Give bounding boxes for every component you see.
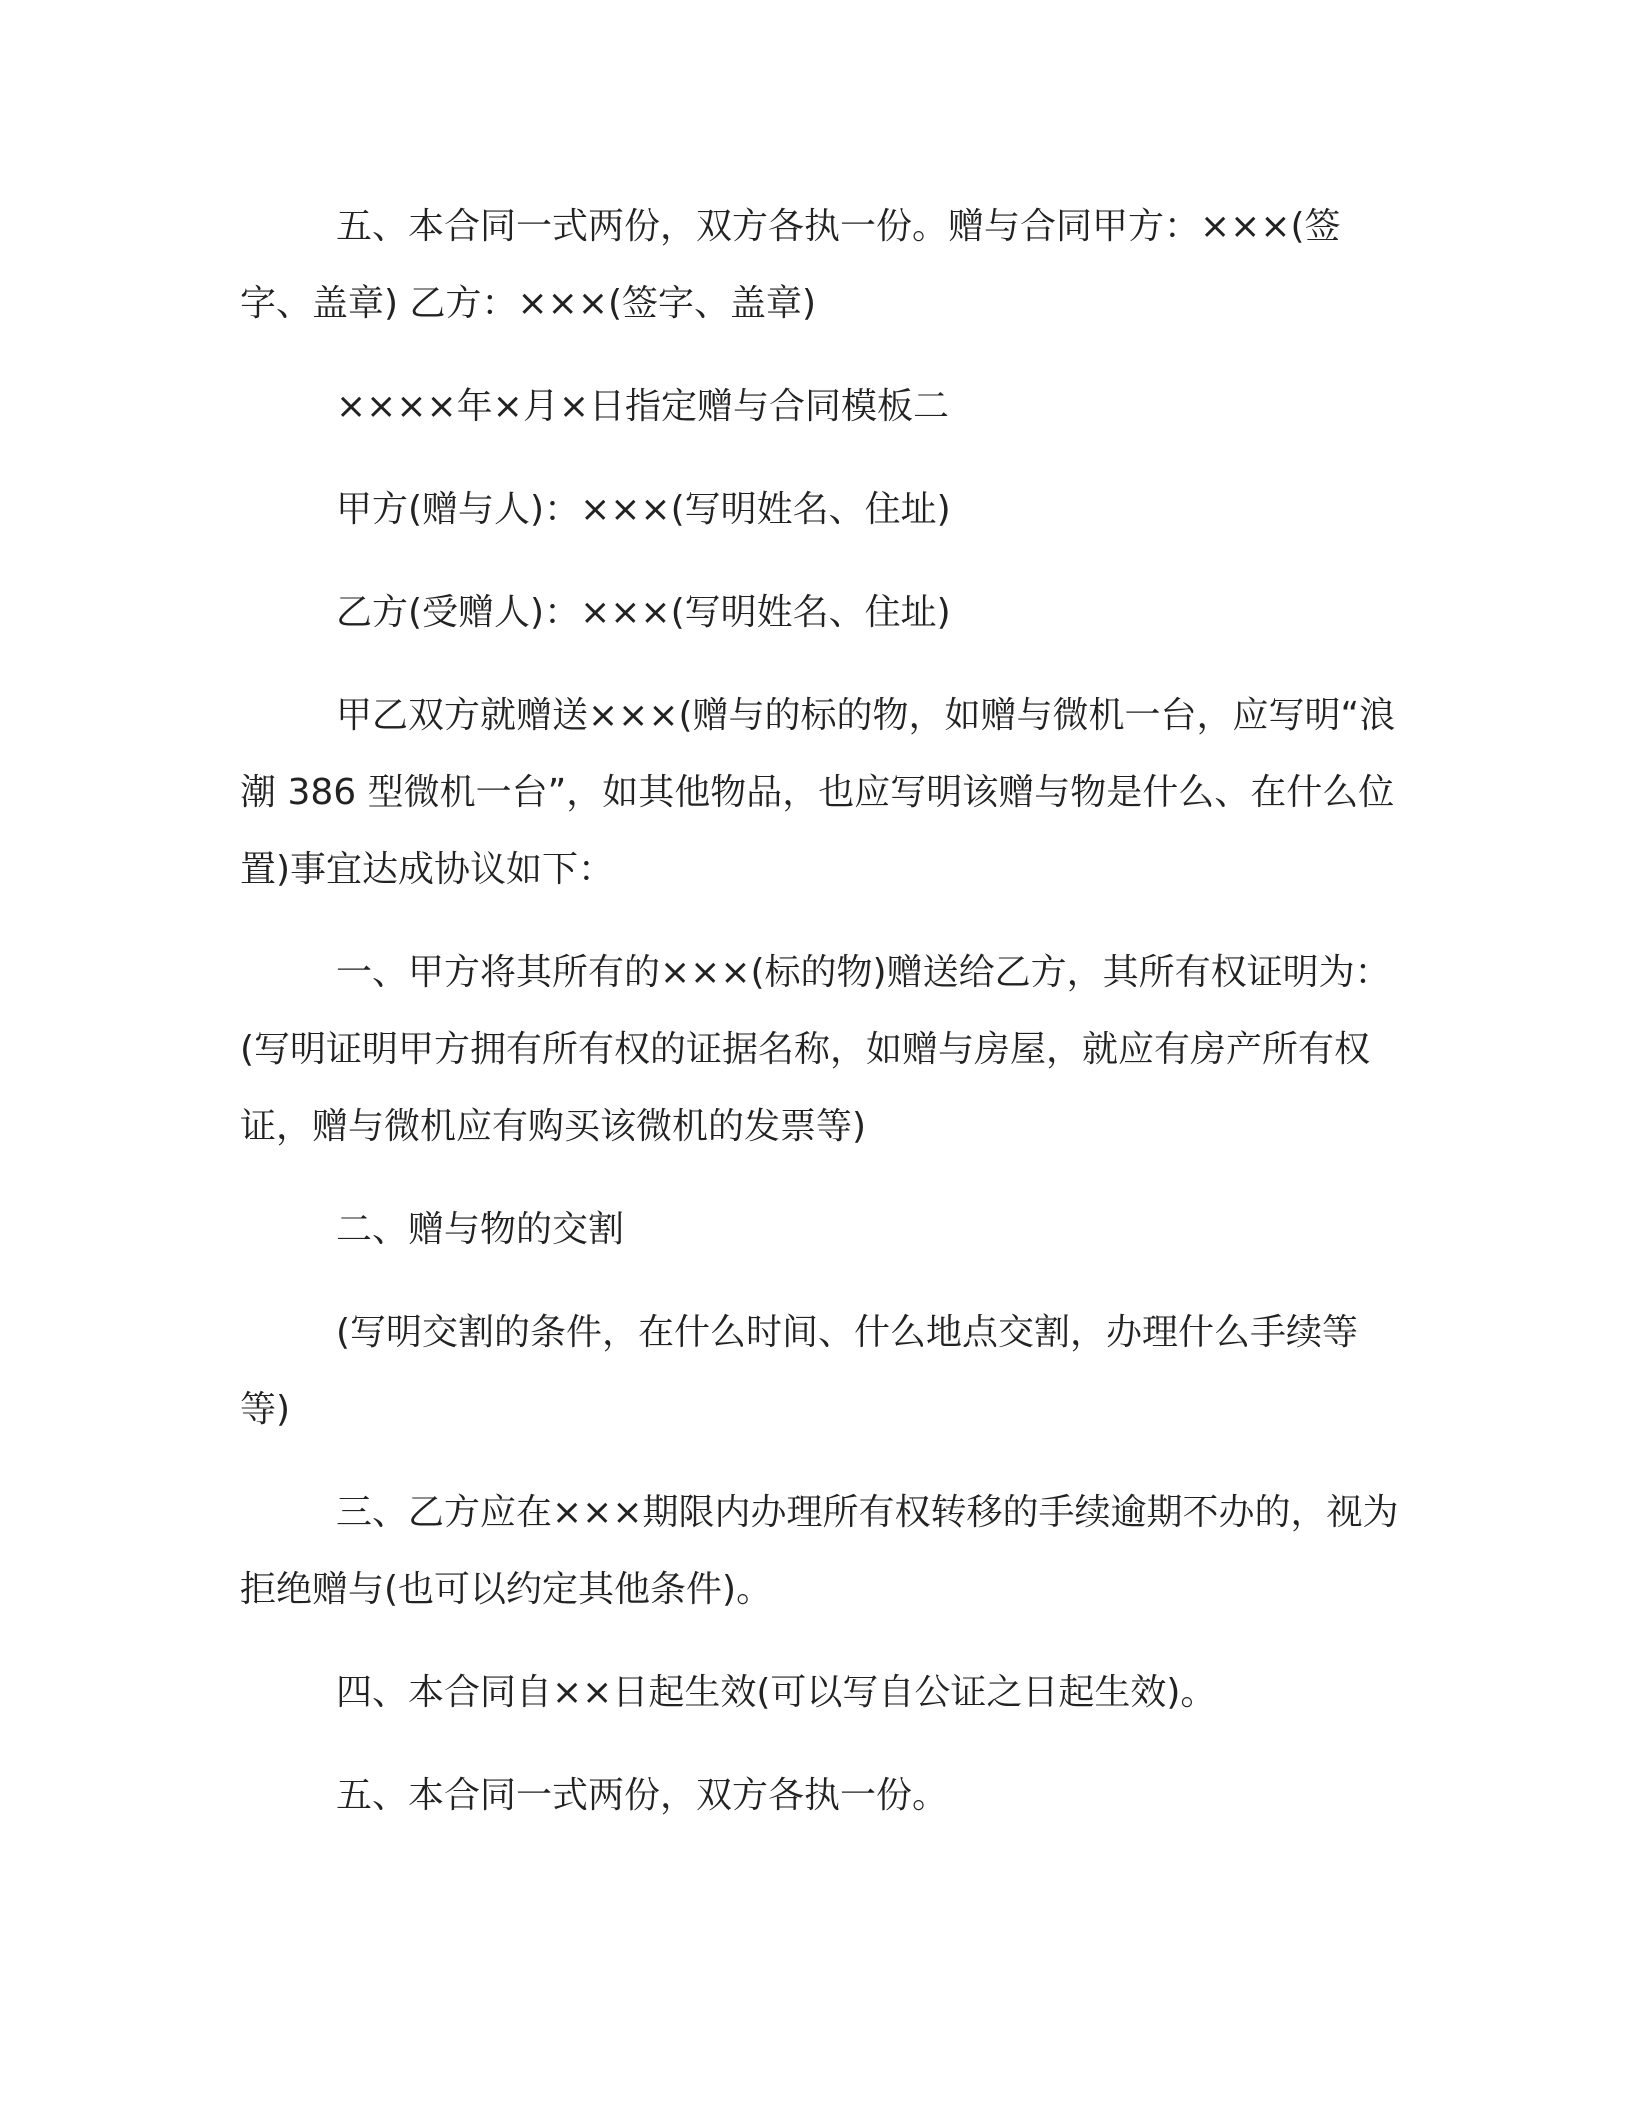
paragraph-clause-1: 一、甲方将其所有的×××(标的物)赠送给乙方，其所有权证明为：(写明证明甲方拥有所有权的证据名称，如赠与房屋，就应有房产所有权证，赠与微机应有购买该微机的发票等) (240, 952, 1391, 1147)
paragraph-party-a: 甲方(赠与人)：×××(写明姓名、住址) (336, 489, 951, 530)
paragraph-clause-3: 三、乙方应在×××期限内办理所有权转移的手续逾期不办的，视为拒绝赠与(也可以约定其他条件)。 (240, 1492, 1399, 1610)
paragraph-signature: 五、本合同一式两份，双方各执一份。赠与合同甲方：×××(签字、盖章) 乙方：×××(签字、盖章) (240, 206, 1341, 324)
paragraph-agreement-intro: 甲乙双方就赠送×××(赠与的标的物，如赠与微机一台，应写明“浪潮 386 型微机一台”，如其他物品，也应写明该赠与物是什么、在什么位置)事宜达成协议如下： (240, 695, 1396, 890)
paragraph-clause-4: 四、本合同自××日起生效(可以写自公证之日起生效)。 (336, 1672, 1217, 1713)
paragraph-clause-2-heading: 二、赠与物的交割 (336, 1209, 625, 1250)
paragraph-clause-2-detail: (写明交割的条件，在什么时间、什么地点交割，办理什么手续等等) (240, 1312, 1359, 1430)
paragraph-clause-5: 五、本合同一式两份，双方各执一份。 (336, 1775, 949, 1816)
document-body (240, 188, 1400, 1860)
paragraph-party-b: 乙方(受赠人)：×××(写明姓名、住址) (336, 592, 951, 633)
paragraph-template-title: ××××年×月×日指定赠与合同模板二 (336, 386, 949, 427)
